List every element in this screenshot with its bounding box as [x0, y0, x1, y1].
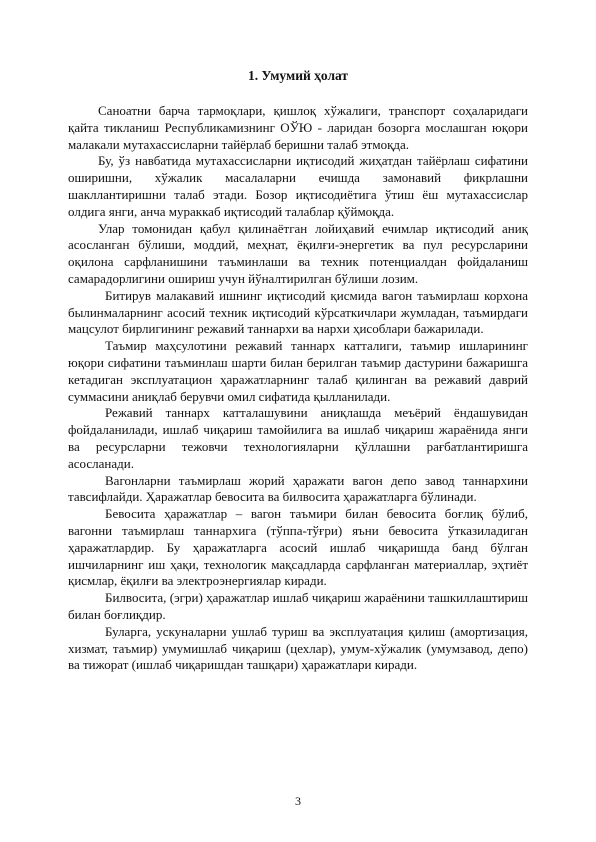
paragraph: Битирув малакавий ишнинг иқтисодий қисмида вагон таъмирлаш корхона былинмаларнинг асосий техник иқтисодий кўрсаткичлари жумладан, таъмирдаги мацсулот бирлигининг режавий таннархи ва нархи ҳисоблари бажарилади. — [68, 287, 528, 337]
paragraph: Бевосита ҳаражатлар – вагон таъмири билан бевосита боғлиқ бўлиб, вагонни таъмирлаш таннархига (тўппа-тўғри) яъни бевосита ўтказиладиган ҳаражатлардир. Бу ҳаражатларга асосий ишлаб чиқаришда банд бўлган ишчиларнинг иш ҳақи, технологик мақсадларда сарфланган материаллар, эҳтиёт қисмлар, ёқилғи ва электроэнергиялар киради. — [68, 506, 528, 589]
paragraph: Режавий таннарх катталашувини аниқлашда меъёрий ёндашувидан фойдаланилади, ишлаб чиқариш тамойилига ва ишлаб чиқариш жараёнида янги ва ресурсларни тежовчи технологияларни қўллашни рағбатлантиришга асосланади. — [68, 405, 528, 471]
paragraph: Бу, ўз навбатида мутахассисларни иқтисодий жиҳатдан тайёрлаш сифатини оширишни, хўжалик масалаларни ечишда замонавий фикрлашни шакллантиришни талаб этади. Бозор иқтисодиётига ўтиш ёш мутахассислар олдига янги, анча мураккаб иқтисодий талаблар қўймоқда. — [68, 153, 528, 219]
section-title: 1. Умумий ҳолат — [247, 68, 349, 83]
paragraph: Улар томонидан қабул қилинаётган лойиҳавий ечимлар иқтисодий аниқ асосланган бўлиши, моддий, меҳнат, ёқилғи-энергетик ва пул ресурсларини оқилона сарфланишини таъминлаши ва техник потенциалдан фойдаланиш самарадорлигини ошириш учун йўналтирилган бўлиши лозим. — [68, 220, 528, 286]
page-number: 3 — [295, 794, 301, 808]
paragraph: Буларга, ускуналарни ушлаб туриш ва эксплуатация қилиш (амортизация, хизмат, таъмир) умумишлаб чиқариш (цехлар), умум-хўжалик (умумзавод, депо) ва тижорат (ишлаб чиқаришдан ташқари) ҳаражатлари киради. — [68, 623, 528, 673]
paragraph: Таъмир маҳсулотини режавий таннарх катталиги, таъмир ишларининг юқори сифатини таъминлаш шарти билан берилган таъмир дастурини бажаришга кетадиган эксплуатацион ҳаражатларнинг талаб қилинган ва режавий даврий суммасини аниқлаб берувчи омил сифатида қылланилади. — [68, 338, 528, 404]
paragraph: Саноатни барча тармоқлари, қишлоқ хўжалиги, транспорт соҳаларидаги қайта тикланиш Республикамизнинг ОЎЮ - ларидан бозорга мослашган юқори малакали мутахассисларни тайёрлаб беришни талаб этмоқда. — [68, 103, 528, 152]
paragraph: Вагонларни таъмирлаш жорий ҳаражати вагон депо завод таннархини тавсифлайди. Ҳаражатлар бевосита ва билвосита ҳаражатларга бўлинади. — [68, 472, 528, 505]
paragraph: Билвосита, (эгри) ҳаражатлар ишлаб чиқариш жараёнини ташкиллаштириш билан боғлиқдир. — [68, 590, 528, 622]
document-body — [68, 103, 528, 674]
